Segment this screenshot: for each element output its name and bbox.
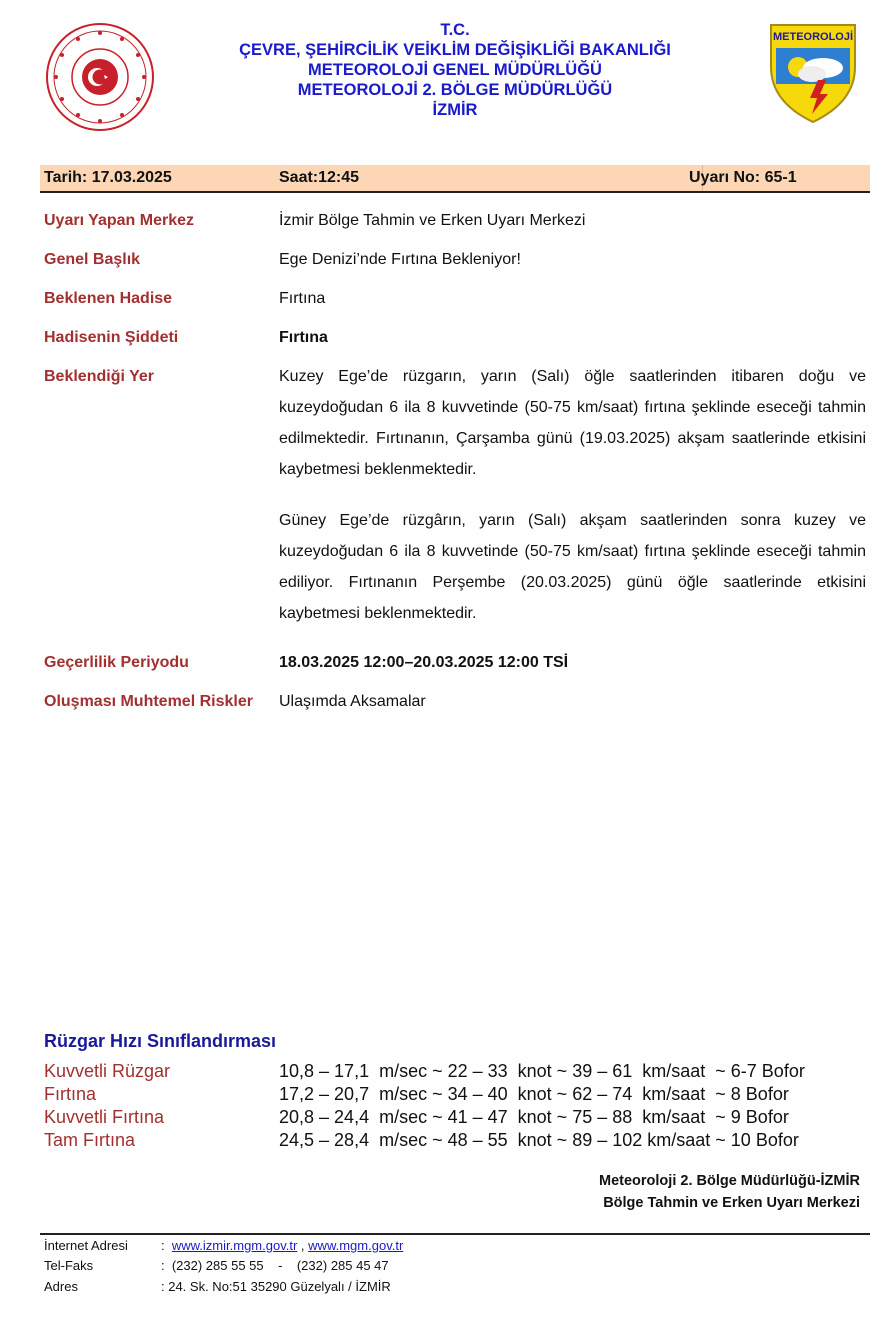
internet-values [161,1238,403,1253]
link-comma: , [300,1238,305,1253]
severity-label: Hadisenin Şiddeti [44,329,179,346]
wind-row [44,1130,874,1153]
header-line-region: METEOROLOJİ 2. BÖLGE MÜDÜRLÜĞÜ [297,81,613,99]
wind-row [44,1084,874,1107]
center-label: Uyarı Yapan Merkez [44,212,195,229]
wind-row [44,1107,874,1130]
warning-date: Tarih: 17.03.2025 [44,169,172,186]
header-line-tc: T.C. [440,21,470,39]
event-label: Beklenen Hadise [44,290,173,307]
place-paragraph-north: Kuzey Ege’de rüzgarın, yarın (Salı) öğle saatlerinden itibaren doğu ve kuzeydoğudan 6 ila 8 kuvvetinde (50-75 km/saat) fırtına şeklinde eseceği tahmin edilmektedir. Fırtınanın, Çarşamba günü (19.03.2025) akşam saatlerinde etkisini kaybetmesi beklenmektedir. [279,368,866,478]
validity-label: Geçerlilik Periyodu [44,654,189,671]
logo-text: METEOROLOJİ [772,31,854,43]
tel-label: Tel-Faks [44,1258,94,1273]
warning-time: Saat:12:45 [279,169,360,186]
ministry-seal [44,22,156,132]
wind-classification-title: Rüzgar Hızı Sınıflandırması [44,1031,277,1051]
wind-row [44,1061,874,1084]
signature-line-2: Bölge Tahmin ve Erken Uyarı Merkezi [603,1195,860,1211]
wind-class-range: 24,5 – 28,4 m/sec ~ 48 – 55 knot ~ 89 – 102 km/saat ~ 10 Bofor [279,1130,799,1150]
place-paragraph-south: Güney Ege’de rüzgârın, yarın (Salı) akşam saatlerinden sonra kuzey ve kuzeydoğudan 6 ila 8 kuvvetinde (50-75 km/saat) fırtına şeklinde eseceği tahmin ediliyor. Fırtınanın Perşembe (20.03.2025) günü öğle saatlerinde etkisini kaybetmesi beklenmektedir. [279,512,866,622]
internet-separator: : [161,1238,165,1253]
wind-class-range: 17,2 – 20,7 m/sec ~ 34 – 40 knot ~ 62 – 74 km/saat ~ 8 Bofor [279,1084,789,1104]
wind-class-label: Kuvvetli Rüzgar [44,1061,171,1081]
tel-value: : (232) 285 55 55 - (232) 285 45 47 [161,1258,389,1273]
severity-value: Fırtına [279,329,328,346]
warning-info-bar [40,165,870,193]
place-label: Beklendiği Yer [44,368,154,385]
header-line-city: İZMİR [432,101,478,119]
wind-class-label: Tam Fırtına [44,1130,136,1150]
risk-value: Ulaşımda Aksamalar [279,693,426,710]
center-value: İzmir Bölge Tahmin ve Erken Uyarı Merkezi [279,212,586,229]
header-line-directorate: METEOROLOJİ GENEL MÜDÜRLÜĞÜ [308,61,602,79]
wind-class-range: 10,8 – 17,1 m/sec ~ 22 – 33 knot ~ 39 – 61 km/saat ~ 6-7 Bofor [279,1061,805,1081]
ministry-header [195,20,715,120]
event-value: Fırtına [279,290,326,307]
footer-divider [40,1233,870,1235]
address-label: Adres [44,1279,78,1294]
izmir-mgm-link[interactable]: www.izmir.mgm.gov.tr [171,1238,298,1253]
meteoroloji-logo [768,22,858,124]
wind-class-label: Kuvvetli Fırtına [44,1107,165,1127]
signature-block [599,1170,860,1214]
validity-value: 18.03.2025 12:00–20.03.2025 12:00 TSİ [279,654,569,671]
wind-class-label: Fırtına [44,1084,97,1104]
internet-label: İnternet Adresi [44,1238,128,1253]
address-value: : 24. Sk. No:51 35290 Güzelyalı / İZMİR [161,1279,391,1294]
wind-class-range: 20,8 – 24,4 m/sec ~ 41 – 47 knot ~ 75 – 88 km/saat ~ 9 Bofor [279,1107,789,1127]
title-label: Genel Başlık [44,251,141,268]
signature-line-1: Meteoroloji 2. Bölge Müdürlüğü-İZMİR [599,1173,860,1189]
risk-label: Oluşması Muhtemel Riskler [44,693,253,710]
title-value: Ege Denizi’nde Fırtına Bekleniyor! [279,251,521,268]
header-line-ministry: ÇEVRE, ŞEHİRCİLİK VEİKLİM DEĞİŞİKLİĞİ BAKANLIĞI [239,41,671,59]
warning-number: Uyarı No: 65-1 [689,169,797,186]
mgm-link[interactable]: www.mgm.gov.tr [308,1238,404,1253]
